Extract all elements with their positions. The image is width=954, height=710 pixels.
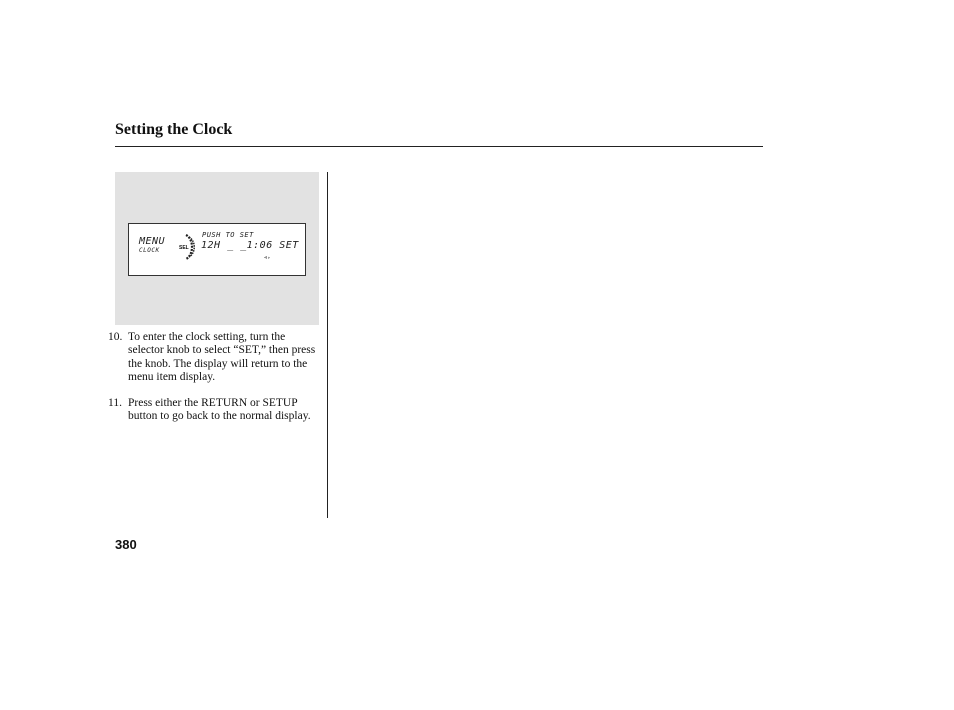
list-item <box>108 331 318 385</box>
step-text: To enter the clock setting, turn the selector knob to select “SET,” then press the knob. The display will return to the menu item display. <box>128 331 316 384</box>
display-menu-label: MENU <box>139 236 166 247</box>
column-divider <box>327 172 328 518</box>
list-item <box>108 397 318 424</box>
step-number: 10. <box>108 331 123 343</box>
instruction-steps <box>108 331 318 435</box>
step-text: Press either the RETURN or SETUP button to go back to the normal display. <box>128 396 311 423</box>
display-prompt: PUSH TO SET <box>202 231 254 239</box>
audio-display-illustration <box>128 223 306 276</box>
display-clock-label: CLOCK <box>139 247 160 254</box>
page-number: 380 <box>115 537 137 552</box>
title-divider <box>115 146 763 147</box>
selector-knob-icon <box>178 233 198 261</box>
knob-label: SEL <box>179 245 189 251</box>
display-time-setting: 12H _ _1:06 SET <box>201 240 299 251</box>
step-number: 11. <box>108 396 122 409</box>
display-indicator: ⊲▹ <box>264 255 272 261</box>
page-title: Setting the Clock <box>115 121 233 138</box>
